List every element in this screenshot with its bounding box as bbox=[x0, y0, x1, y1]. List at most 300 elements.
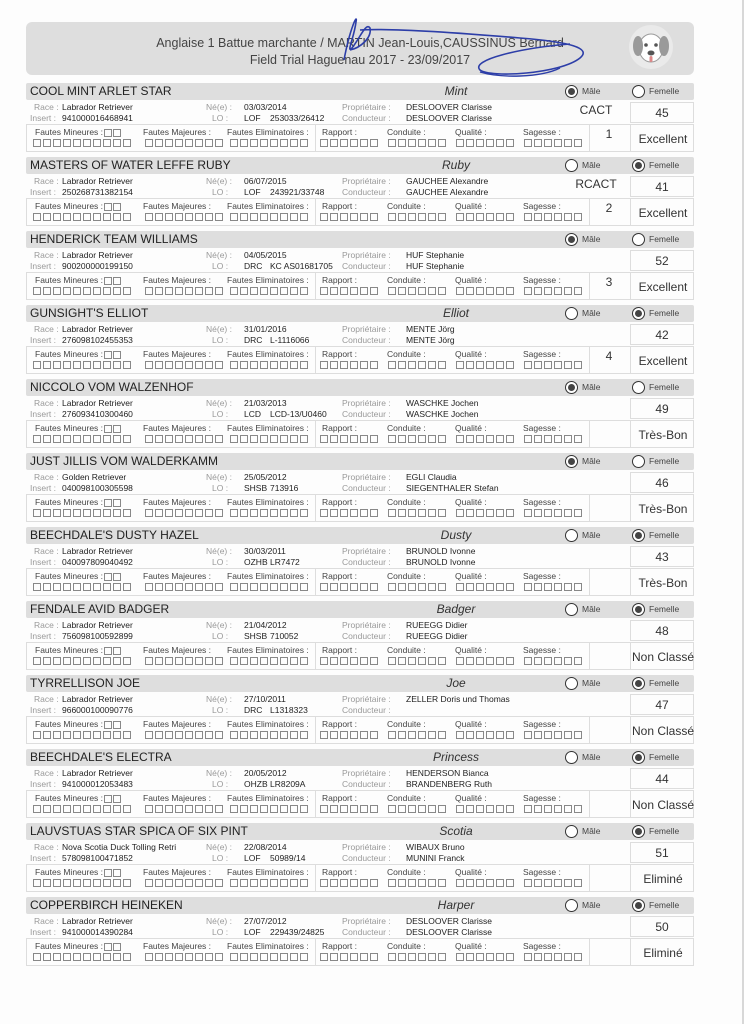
score-checkbox[interactable] bbox=[496, 361, 504, 369]
score-checkbox[interactable] bbox=[456, 953, 464, 961]
score-checkbox[interactable] bbox=[83, 435, 91, 443]
score-checkbox[interactable] bbox=[544, 435, 552, 443]
score-checkbox[interactable] bbox=[370, 361, 378, 369]
score-checkbox[interactable] bbox=[260, 509, 268, 517]
score-checkbox[interactable] bbox=[486, 139, 494, 147]
score-checkbox[interactable] bbox=[195, 509, 203, 517]
score-checkbox[interactable] bbox=[320, 657, 328, 665]
score-checkbox[interactable] bbox=[544, 805, 552, 813]
score-checkbox[interactable] bbox=[564, 361, 572, 369]
score-checkbox[interactable] bbox=[185, 435, 193, 443]
score-checkbox[interactable] bbox=[165, 361, 173, 369]
score-checkbox[interactable] bbox=[205, 213, 213, 221]
score-checkbox[interactable] bbox=[280, 805, 288, 813]
score-checkbox[interactable] bbox=[63, 879, 71, 887]
score-checkbox[interactable] bbox=[215, 657, 223, 665]
score-checkbox[interactable] bbox=[300, 509, 308, 517]
score-checkbox[interactable] bbox=[185, 583, 193, 591]
score-checkbox[interactable] bbox=[408, 509, 416, 517]
score-checkbox[interactable] bbox=[360, 435, 368, 443]
score-checkbox[interactable] bbox=[320, 953, 328, 961]
score-checkbox[interactable] bbox=[175, 435, 183, 443]
score-checkbox[interactable] bbox=[466, 139, 474, 147]
score-checkbox[interactable] bbox=[544, 139, 552, 147]
score-checkbox[interactable] bbox=[43, 435, 51, 443]
score-checkbox[interactable] bbox=[506, 805, 514, 813]
score-checkbox[interactable] bbox=[524, 509, 532, 517]
score-checkbox[interactable] bbox=[240, 731, 248, 739]
score-checkbox[interactable] bbox=[388, 657, 396, 665]
score-checkbox[interactable] bbox=[93, 287, 101, 295]
score-checkbox[interactable] bbox=[438, 139, 446, 147]
score-checkbox[interactable] bbox=[350, 805, 358, 813]
score-checkbox[interactable] bbox=[290, 953, 298, 961]
score-checkbox[interactable] bbox=[418, 509, 426, 517]
score-checkbox[interactable] bbox=[93, 657, 101, 665]
score-checkbox[interactable] bbox=[123, 731, 131, 739]
score-checkbox[interactable] bbox=[456, 731, 464, 739]
score-checkbox[interactable] bbox=[240, 213, 248, 221]
score-checkbox[interactable] bbox=[554, 435, 562, 443]
score-checkbox[interactable] bbox=[554, 805, 562, 813]
female-radio[interactable] bbox=[632, 85, 645, 98]
score-checkbox[interactable] bbox=[370, 509, 378, 517]
score-checkbox[interactable] bbox=[250, 953, 258, 961]
score-checkbox[interactable] bbox=[33, 657, 41, 665]
score-checkbox[interactable] bbox=[320, 287, 328, 295]
male-radio[interactable] bbox=[565, 677, 578, 690]
score-checkbox[interactable] bbox=[574, 213, 582, 221]
score-checkbox[interactable] bbox=[260, 213, 268, 221]
score-checkbox[interactable] bbox=[506, 509, 514, 517]
score-checkbox[interactable] bbox=[370, 287, 378, 295]
score-checkbox[interactable] bbox=[496, 435, 504, 443]
score-checkbox[interactable] bbox=[103, 657, 111, 665]
score-checkbox[interactable] bbox=[145, 731, 153, 739]
score-checkbox[interactable] bbox=[260, 953, 268, 961]
score-checkbox[interactable] bbox=[260, 731, 268, 739]
score-checkbox[interactable] bbox=[428, 213, 436, 221]
score-checkbox[interactable] bbox=[290, 583, 298, 591]
score-checkbox[interactable] bbox=[486, 361, 494, 369]
fault-checkbox[interactable] bbox=[104, 943, 112, 951]
score-checkbox[interactable] bbox=[240, 509, 248, 517]
score-checkbox[interactable] bbox=[476, 435, 484, 443]
score-checkbox[interactable] bbox=[438, 435, 446, 443]
score-checkbox[interactable] bbox=[330, 213, 338, 221]
score-checkbox[interactable] bbox=[123, 287, 131, 295]
female-radio[interactable] bbox=[632, 677, 645, 690]
score-checkbox[interactable] bbox=[215, 879, 223, 887]
score-checkbox[interactable] bbox=[175, 213, 183, 221]
score-checkbox[interactable] bbox=[270, 953, 278, 961]
score-checkbox[interactable] bbox=[43, 361, 51, 369]
score-checkbox[interactable] bbox=[93, 953, 101, 961]
score-checkbox[interactable] bbox=[506, 879, 514, 887]
male-radio[interactable] bbox=[565, 307, 578, 320]
score-checkbox[interactable] bbox=[496, 213, 504, 221]
score-checkbox[interactable] bbox=[574, 435, 582, 443]
score-checkbox[interactable] bbox=[438, 361, 446, 369]
score-checkbox[interactable] bbox=[350, 139, 358, 147]
score-checkbox[interactable] bbox=[534, 139, 542, 147]
score-checkbox[interactable] bbox=[63, 583, 71, 591]
female-radio[interactable] bbox=[632, 381, 645, 394]
score-checkbox[interactable] bbox=[456, 287, 464, 295]
male-radio[interactable] bbox=[565, 603, 578, 616]
score-checkbox[interactable] bbox=[496, 657, 504, 665]
score-checkbox[interactable] bbox=[534, 361, 542, 369]
score-checkbox[interactable] bbox=[145, 583, 153, 591]
score-checkbox[interactable] bbox=[398, 435, 406, 443]
score-checkbox[interactable] bbox=[63, 213, 71, 221]
score-checkbox[interactable] bbox=[63, 805, 71, 813]
score-checkbox[interactable] bbox=[63, 657, 71, 665]
score-checkbox[interactable] bbox=[123, 435, 131, 443]
score-checkbox[interactable] bbox=[33, 509, 41, 517]
fault-checkbox[interactable] bbox=[113, 869, 121, 877]
score-checkbox[interactable] bbox=[63, 953, 71, 961]
score-checkbox[interactable] bbox=[544, 879, 552, 887]
score-checkbox[interactable] bbox=[506, 213, 514, 221]
score-checkbox[interactable] bbox=[123, 361, 131, 369]
score-checkbox[interactable] bbox=[388, 435, 396, 443]
score-checkbox[interactable] bbox=[175, 509, 183, 517]
fault-checkbox[interactable] bbox=[113, 499, 121, 507]
score-checkbox[interactable] bbox=[165, 139, 173, 147]
score-checkbox[interactable] bbox=[398, 509, 406, 517]
score-checkbox[interactable] bbox=[574, 361, 582, 369]
male-radio[interactable] bbox=[565, 455, 578, 468]
score-checkbox[interactable] bbox=[554, 139, 562, 147]
score-checkbox[interactable] bbox=[240, 879, 248, 887]
score-checkbox[interactable] bbox=[175, 139, 183, 147]
score-checkbox[interactable] bbox=[340, 657, 348, 665]
score-checkbox[interactable] bbox=[113, 139, 121, 147]
score-checkbox[interactable] bbox=[240, 139, 248, 147]
score-checkbox[interactable] bbox=[290, 657, 298, 665]
score-checkbox[interactable] bbox=[408, 361, 416, 369]
score-checkbox[interactable] bbox=[428, 731, 436, 739]
score-checkbox[interactable] bbox=[564, 731, 572, 739]
score-checkbox[interactable] bbox=[145, 805, 153, 813]
score-checkbox[interactable] bbox=[574, 583, 582, 591]
score-checkbox[interactable] bbox=[43, 805, 51, 813]
score-checkbox[interactable] bbox=[73, 583, 81, 591]
score-checkbox[interactable] bbox=[398, 287, 406, 295]
score-checkbox[interactable] bbox=[43, 583, 51, 591]
score-checkbox[interactable] bbox=[486, 731, 494, 739]
score-checkbox[interactable] bbox=[250, 139, 258, 147]
score-checkbox[interactable] bbox=[123, 953, 131, 961]
score-checkbox[interactable] bbox=[290, 731, 298, 739]
score-checkbox[interactable] bbox=[230, 879, 238, 887]
score-checkbox[interactable] bbox=[205, 731, 213, 739]
score-checkbox[interactable] bbox=[466, 509, 474, 517]
score-checkbox[interactable] bbox=[438, 731, 446, 739]
score-checkbox[interactable] bbox=[165, 953, 173, 961]
score-checkbox[interactable] bbox=[418, 657, 426, 665]
score-checkbox[interactable] bbox=[53, 879, 61, 887]
score-checkbox[interactable] bbox=[230, 657, 238, 665]
score-checkbox[interactable] bbox=[83, 213, 91, 221]
score-checkbox[interactable] bbox=[73, 287, 81, 295]
score-checkbox[interactable] bbox=[53, 805, 61, 813]
score-checkbox[interactable] bbox=[290, 435, 298, 443]
score-checkbox[interactable] bbox=[330, 583, 338, 591]
score-checkbox[interactable] bbox=[43, 139, 51, 147]
score-checkbox[interactable] bbox=[350, 361, 358, 369]
score-checkbox[interactable] bbox=[330, 953, 338, 961]
score-checkbox[interactable] bbox=[43, 287, 51, 295]
score-checkbox[interactable] bbox=[290, 287, 298, 295]
score-checkbox[interactable] bbox=[340, 879, 348, 887]
score-checkbox[interactable] bbox=[155, 657, 163, 665]
score-checkbox[interactable] bbox=[360, 879, 368, 887]
score-checkbox[interactable] bbox=[33, 953, 41, 961]
score-checkbox[interactable] bbox=[195, 879, 203, 887]
score-checkbox[interactable] bbox=[185, 805, 193, 813]
score-checkbox[interactable] bbox=[165, 509, 173, 517]
score-checkbox[interactable] bbox=[360, 805, 368, 813]
score-checkbox[interactable] bbox=[496, 731, 504, 739]
score-checkbox[interactable] bbox=[496, 805, 504, 813]
score-checkbox[interactable] bbox=[195, 213, 203, 221]
score-checkbox[interactable] bbox=[388, 879, 396, 887]
score-checkbox[interactable] bbox=[73, 139, 81, 147]
score-checkbox[interactable] bbox=[205, 805, 213, 813]
score-checkbox[interactable] bbox=[83, 139, 91, 147]
score-checkbox[interactable] bbox=[103, 139, 111, 147]
score-checkbox[interactable] bbox=[270, 287, 278, 295]
score-checkbox[interactable] bbox=[73, 361, 81, 369]
score-checkbox[interactable] bbox=[398, 805, 406, 813]
score-checkbox[interactable] bbox=[83, 731, 91, 739]
score-checkbox[interactable] bbox=[340, 287, 348, 295]
score-checkbox[interactable] bbox=[230, 139, 238, 147]
score-checkbox[interactable] bbox=[73, 731, 81, 739]
score-checkbox[interactable] bbox=[43, 509, 51, 517]
score-checkbox[interactable] bbox=[205, 361, 213, 369]
score-checkbox[interactable] bbox=[230, 953, 238, 961]
score-checkbox[interactable] bbox=[370, 657, 378, 665]
score-checkbox[interactable] bbox=[195, 361, 203, 369]
score-checkbox[interactable] bbox=[524, 583, 532, 591]
score-checkbox[interactable] bbox=[388, 731, 396, 739]
score-checkbox[interactable] bbox=[33, 361, 41, 369]
score-checkbox[interactable] bbox=[370, 879, 378, 887]
score-checkbox[interactable] bbox=[113, 435, 121, 443]
score-checkbox[interactable] bbox=[564, 805, 572, 813]
score-checkbox[interactable] bbox=[270, 139, 278, 147]
score-checkbox[interactable] bbox=[534, 435, 542, 443]
score-checkbox[interactable] bbox=[290, 509, 298, 517]
fault-checkbox[interactable] bbox=[113, 277, 121, 285]
score-checkbox[interactable] bbox=[83, 657, 91, 665]
score-checkbox[interactable] bbox=[320, 509, 328, 517]
score-checkbox[interactable] bbox=[330, 361, 338, 369]
score-checkbox[interactable] bbox=[175, 953, 183, 961]
male-radio[interactable] bbox=[565, 381, 578, 394]
score-checkbox[interactable] bbox=[123, 509, 131, 517]
score-checkbox[interactable] bbox=[155, 287, 163, 295]
score-checkbox[interactable] bbox=[195, 805, 203, 813]
score-checkbox[interactable] bbox=[340, 731, 348, 739]
score-checkbox[interactable] bbox=[43, 953, 51, 961]
score-checkbox[interactable] bbox=[544, 583, 552, 591]
score-checkbox[interactable] bbox=[53, 435, 61, 443]
score-checkbox[interactable] bbox=[270, 879, 278, 887]
fault-checkbox[interactable] bbox=[104, 647, 112, 655]
score-checkbox[interactable] bbox=[280, 657, 288, 665]
score-checkbox[interactable] bbox=[398, 953, 406, 961]
score-checkbox[interactable] bbox=[534, 805, 542, 813]
score-checkbox[interactable] bbox=[43, 657, 51, 665]
score-checkbox[interactable] bbox=[486, 435, 494, 443]
score-checkbox[interactable] bbox=[195, 731, 203, 739]
score-checkbox[interactable] bbox=[155, 213, 163, 221]
score-checkbox[interactable] bbox=[476, 287, 484, 295]
score-checkbox[interactable] bbox=[388, 805, 396, 813]
score-checkbox[interactable] bbox=[43, 213, 51, 221]
male-radio[interactable] bbox=[565, 899, 578, 912]
score-checkbox[interactable] bbox=[215, 361, 223, 369]
score-checkbox[interactable] bbox=[340, 953, 348, 961]
fault-checkbox[interactable] bbox=[104, 203, 112, 211]
score-checkbox[interactable] bbox=[370, 213, 378, 221]
score-checkbox[interactable] bbox=[340, 435, 348, 443]
score-checkbox[interactable] bbox=[73, 213, 81, 221]
score-checkbox[interactable] bbox=[564, 287, 572, 295]
score-checkbox[interactable] bbox=[320, 879, 328, 887]
score-checkbox[interactable] bbox=[230, 287, 238, 295]
score-checkbox[interactable] bbox=[83, 361, 91, 369]
score-checkbox[interactable] bbox=[320, 361, 328, 369]
score-checkbox[interactable] bbox=[73, 509, 81, 517]
score-checkbox[interactable] bbox=[205, 657, 213, 665]
score-checkbox[interactable] bbox=[113, 879, 121, 887]
score-checkbox[interactable] bbox=[93, 435, 101, 443]
score-checkbox[interactable] bbox=[398, 731, 406, 739]
score-checkbox[interactable] bbox=[215, 805, 223, 813]
score-checkbox[interactable] bbox=[145, 213, 153, 221]
score-checkbox[interactable] bbox=[496, 509, 504, 517]
score-checkbox[interactable] bbox=[185, 879, 193, 887]
score-checkbox[interactable] bbox=[486, 583, 494, 591]
score-checkbox[interactable] bbox=[350, 287, 358, 295]
score-checkbox[interactable] bbox=[544, 953, 552, 961]
score-checkbox[interactable] bbox=[524, 361, 532, 369]
score-checkbox[interactable] bbox=[370, 583, 378, 591]
score-checkbox[interactable] bbox=[574, 731, 582, 739]
score-checkbox[interactable] bbox=[360, 583, 368, 591]
score-checkbox[interactable] bbox=[320, 583, 328, 591]
score-checkbox[interactable] bbox=[280, 287, 288, 295]
score-checkbox[interactable] bbox=[360, 657, 368, 665]
score-checkbox[interactable] bbox=[506, 953, 514, 961]
score-checkbox[interactable] bbox=[215, 953, 223, 961]
score-checkbox[interactable] bbox=[320, 805, 328, 813]
score-checkbox[interactable] bbox=[554, 287, 562, 295]
score-checkbox[interactable] bbox=[53, 657, 61, 665]
score-checkbox[interactable] bbox=[554, 657, 562, 665]
score-checkbox[interactable] bbox=[113, 583, 121, 591]
score-checkbox[interactable] bbox=[300, 953, 308, 961]
score-checkbox[interactable] bbox=[534, 583, 542, 591]
score-checkbox[interactable] bbox=[564, 657, 572, 665]
score-checkbox[interactable] bbox=[250, 509, 258, 517]
score-checkbox[interactable] bbox=[496, 583, 504, 591]
score-checkbox[interactable] bbox=[398, 361, 406, 369]
score-checkbox[interactable] bbox=[93, 213, 101, 221]
score-checkbox[interactable] bbox=[330, 435, 338, 443]
score-checkbox[interactable] bbox=[215, 213, 223, 221]
score-checkbox[interactable] bbox=[350, 657, 358, 665]
score-checkbox[interactable] bbox=[175, 805, 183, 813]
score-checkbox[interactable] bbox=[438, 879, 446, 887]
score-checkbox[interactable] bbox=[388, 361, 396, 369]
score-checkbox[interactable] bbox=[486, 287, 494, 295]
score-checkbox[interactable] bbox=[350, 509, 358, 517]
score-checkbox[interactable] bbox=[466, 435, 474, 443]
score-checkbox[interactable] bbox=[456, 805, 464, 813]
score-checkbox[interactable] bbox=[155, 583, 163, 591]
score-checkbox[interactable] bbox=[408, 213, 416, 221]
score-checkbox[interactable] bbox=[270, 509, 278, 517]
score-checkbox[interactable] bbox=[360, 213, 368, 221]
score-checkbox[interactable] bbox=[290, 139, 298, 147]
score-checkbox[interactable] bbox=[524, 731, 532, 739]
score-checkbox[interactable] bbox=[534, 509, 542, 517]
score-checkbox[interactable] bbox=[350, 953, 358, 961]
score-checkbox[interactable] bbox=[205, 287, 213, 295]
score-checkbox[interactable] bbox=[205, 509, 213, 517]
score-checkbox[interactable] bbox=[554, 583, 562, 591]
score-checkbox[interactable] bbox=[185, 139, 193, 147]
score-checkbox[interactable] bbox=[466, 213, 474, 221]
score-checkbox[interactable] bbox=[418, 213, 426, 221]
score-checkbox[interactable] bbox=[564, 139, 572, 147]
score-checkbox[interactable] bbox=[428, 805, 436, 813]
score-checkbox[interactable] bbox=[320, 213, 328, 221]
score-checkbox[interactable] bbox=[466, 583, 474, 591]
score-checkbox[interactable] bbox=[73, 953, 81, 961]
score-checkbox[interactable] bbox=[175, 657, 183, 665]
male-radio[interactable] bbox=[565, 233, 578, 246]
score-checkbox[interactable] bbox=[260, 139, 268, 147]
score-checkbox[interactable] bbox=[185, 657, 193, 665]
score-checkbox[interactable] bbox=[476, 509, 484, 517]
score-checkbox[interactable] bbox=[524, 287, 532, 295]
score-checkbox[interactable] bbox=[564, 213, 572, 221]
score-checkbox[interactable] bbox=[290, 805, 298, 813]
score-checkbox[interactable] bbox=[230, 805, 238, 813]
score-checkbox[interactable] bbox=[145, 657, 153, 665]
score-checkbox[interactable] bbox=[506, 435, 514, 443]
score-checkbox[interactable] bbox=[506, 657, 514, 665]
score-checkbox[interactable] bbox=[113, 953, 121, 961]
score-checkbox[interactable] bbox=[300, 287, 308, 295]
score-checkbox[interactable] bbox=[544, 361, 552, 369]
male-radio[interactable] bbox=[565, 751, 578, 764]
score-checkbox[interactable] bbox=[260, 657, 268, 665]
score-checkbox[interactable] bbox=[564, 953, 572, 961]
score-checkbox[interactable] bbox=[388, 287, 396, 295]
score-checkbox[interactable] bbox=[250, 287, 258, 295]
score-checkbox[interactable] bbox=[93, 139, 101, 147]
score-checkbox[interactable] bbox=[123, 805, 131, 813]
score-checkbox[interactable] bbox=[524, 879, 532, 887]
